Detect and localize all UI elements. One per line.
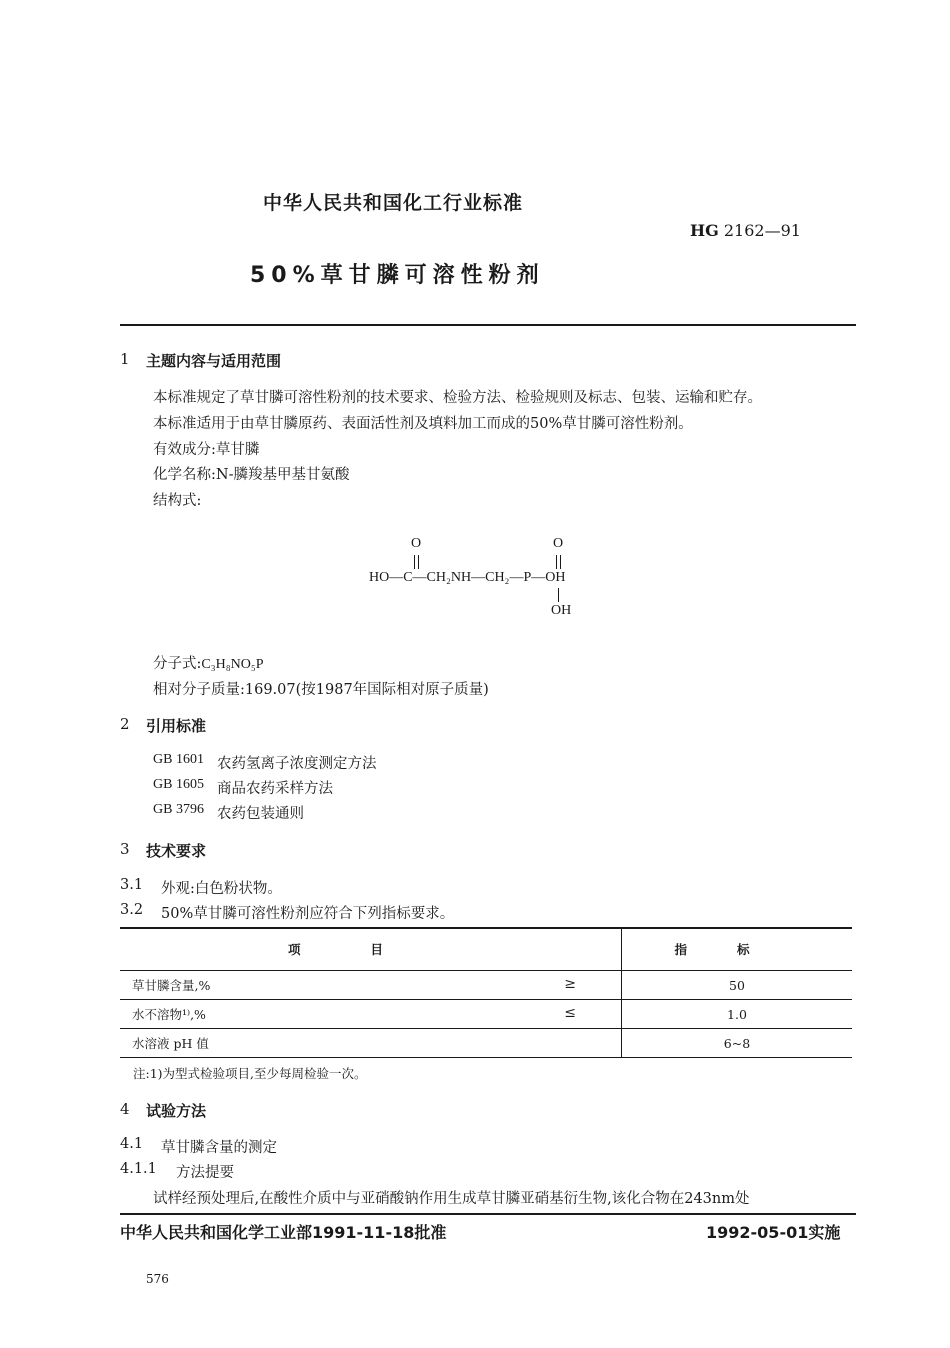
section-1-paragraph-scope: 本标准规定了草甘膦可溶性粉剂的技术要求、检验方法、检验规则及标志、包装、运输和贮存。 xyxy=(153,390,762,406)
specification-table xyxy=(120,928,852,1058)
issuing-organization: 中华人民共和国化工行业标准 xyxy=(263,192,524,214)
table-cell-value: 50 xyxy=(622,971,853,1000)
effective-date: 1992-05-01实施 xyxy=(706,1223,841,1242)
relative-molecular-mass: 相对分子质量:169.07(按1987年国际相对原子质量) xyxy=(153,682,489,698)
hydroxyl-bottom: OH xyxy=(551,603,572,618)
approval-line: 中华人民共和国化学工业部1991-11-18批准 xyxy=(120,1223,447,1242)
double-bond-right-b xyxy=(560,555,561,569)
reference-code-2: GB 1605 xyxy=(153,777,204,792)
clause-4-1-text: 草甘膦含量的测定 xyxy=(161,1140,277,1156)
reference-name-2: 商品农药采样方法 xyxy=(217,781,333,797)
single-bond-bottom xyxy=(558,588,559,602)
reference-name-1: 农药氢离子浓度测定方法 xyxy=(217,756,377,772)
column-header-item: 项目 xyxy=(120,928,622,971)
table-cell-value: 1.0 xyxy=(622,1000,853,1029)
section-1-heading: 主题内容与适用范围 xyxy=(146,352,282,370)
row-item-label: 草甘膦含量,% xyxy=(132,978,211,993)
section-4-number: 4 xyxy=(120,1100,130,1118)
formula-backbone: HO—C—CH₂NH—CH₂—P—OH xyxy=(369,570,566,585)
clause-3-2-number: 3.2 xyxy=(120,902,144,918)
phosphoryl-oxygen-right: O xyxy=(553,536,564,551)
standard-code-number: 2162—91 xyxy=(723,221,801,240)
clause-4-1-number: 4.1 xyxy=(120,1136,144,1152)
method-summary-paragraph: 试样经预处理后,在酸性介质中与亚硝酸钠作用生成草甘膦亚硝基衍生物,该化合物在243nm处 xyxy=(153,1191,750,1207)
reference-code-1: GB 1601 xyxy=(153,752,204,767)
table-footnote: 注:1)为型式检验项目,至少每周检验一次。 xyxy=(133,1066,367,1081)
clause-3-1-number: 3.1 xyxy=(120,877,144,893)
chemical-name: 化学名称:N-膦羧基甲基甘氨酸 xyxy=(153,467,350,483)
table-row xyxy=(120,1000,852,1029)
header-divider xyxy=(120,324,856,326)
molecular-formula-value: C₃H₈NO₅P xyxy=(201,657,264,672)
row-item-label: 水不溶物¹⁾,% xyxy=(132,1007,206,1022)
section-3-number: 3 xyxy=(120,840,130,858)
standard-code-prefix: HG xyxy=(690,221,719,240)
double-bond-right-a xyxy=(556,555,557,569)
molecular-formula-label: 分子式: xyxy=(153,656,202,672)
section-3-heading: 技术要求 xyxy=(146,842,207,860)
clause-4-1-1-number: 4.1.1 xyxy=(120,1161,157,1177)
section-2-heading: 引用标准 xyxy=(146,717,207,735)
reference-code-3: GB 3796 xyxy=(153,802,204,817)
active-ingredient: 有效成分:草甘膦 xyxy=(153,442,260,458)
double-bond-left-a xyxy=(414,555,415,569)
row-item-label: 水溶液 pH 值 xyxy=(132,1036,209,1051)
section-1-paragraph-applicability: 本标准适用于由草甘膦原药、表面活性剂及填料加工而成的50%草甘膦可溶性粉剂。 xyxy=(153,416,693,432)
clause-4-1-1-text: 方法提要 xyxy=(176,1165,234,1181)
table-header-row xyxy=(120,928,852,971)
clause-3-2-text: 50%草甘膦可溶性粉剂应符合下列指标要求。 xyxy=(161,906,455,922)
clause-3-1-text: 外观:白色粉状物。 xyxy=(161,881,282,897)
comparison-symbol: ≤ xyxy=(564,1005,576,1021)
document-title: 50%草甘膦可溶性粉剂 xyxy=(250,263,545,288)
section-2-number: 2 xyxy=(120,715,130,733)
double-bond-left-b xyxy=(418,555,419,569)
footer-divider xyxy=(120,1213,856,1215)
molecular-formula xyxy=(153,652,264,673)
page-number: 576 xyxy=(146,1272,169,1286)
table-cell-item xyxy=(120,1029,622,1058)
section-1-number: 1 xyxy=(120,350,130,368)
table-row xyxy=(120,1029,852,1058)
table-row xyxy=(120,971,852,1000)
carbonyl-oxygen-left: O xyxy=(411,536,422,551)
reference-name-3: 农药包装通则 xyxy=(217,806,304,822)
section-4-heading: 试验方法 xyxy=(146,1102,207,1120)
column-header-value: 指标 xyxy=(622,928,853,971)
table-cell-value: 6~8 xyxy=(622,1029,853,1058)
standard-code xyxy=(690,221,801,240)
table-cell-item xyxy=(120,971,622,1000)
table-cell-item xyxy=(120,1000,622,1029)
comparison-symbol: ≥ xyxy=(564,976,576,992)
structure-label: 结构式: xyxy=(153,493,202,509)
